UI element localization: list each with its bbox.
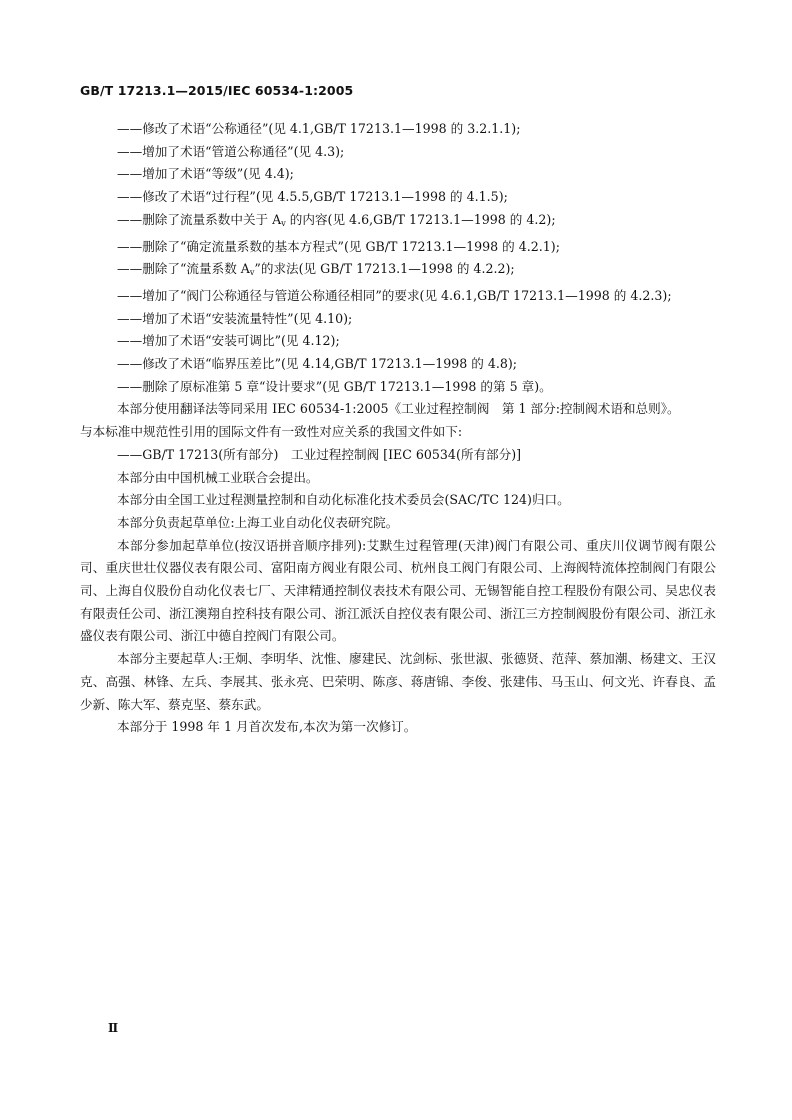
change-item-4: ——修改了术语“过行程”(见 4.5.5,GB/T 17213.1—1998 的 4.1.5); <box>117 189 508 205</box>
change-item-7-post: ”的求法(见 GB/T 17213.1—1998 的 4.2.2); <box>254 261 515 277</box>
main-drafters: 本部分主要起草人:王炯、李明华、沈惟、廖建民、沈剑标、张世淑、张德贤、范萍、蔡加潮、杨建文、王汉克、高强、林锋、左兵、李展其、张永亮、巴荣明、陈彦、蒋唐锦、李俊、张建伟、马玉山、何文光、许春良、孟少新、陈大军、蔡克坚、蔡东武。 <box>80 651 716 712</box>
publication-history: 本部分于 1998 年 1 月首次发布,本次为第一次修订。 <box>117 719 417 735</box>
change-item-10: ——增加了术语“安装可调比”(见 4.12); <box>117 333 340 349</box>
change-item-5-pre: ——删除了流量系数中关于 A <box>117 211 282 227</box>
change-item-1: ——修改了术语“公称通径”(见 4.1,GB/T 17213.1—1998 的 3.2.1.1); <box>117 121 521 136</box>
change-item-7-sub: v <box>249 268 255 278</box>
page-number: Ⅱ <box>108 1021 119 1035</box>
change-item-8: ——增加了“阀门公称通径与管道公称通径相同”的要求(见 4.6.1,GB/T 17213.1—1998 的 4.2.3); <box>117 287 672 303</box>
change-item-5-sub: v <box>281 218 286 228</box>
standard-code-header: GB/T 17213.1—2015/IEC 60534-1:2005 <box>80 83 354 98</box>
change-item-3: ——增加了术语“等级”(见 4.4); <box>117 166 294 182</box>
drafting-organization: 本部分负责起草单位:上海工业自动化仪表研究院。 <box>117 514 399 530</box>
change-item-12: ——删除了原标准第 5 章“设计要求”(见 GB/T 17213.1—1998 的第 5 章)。 <box>117 378 552 394</box>
change-item-5-post: 的内容(见 4.6,GB/T 17213.1—1998 的 4.2); <box>285 211 556 227</box>
change-item-5 <box>80 209 716 236</box>
reference-intro: 与本标准中规范性引用的国际文件有一致性对应关系的我国文件如下: <box>80 424 463 440</box>
change-item-9: ——增加了术语“安装流量特性”(见 4.10); <box>117 310 353 326</box>
change-item-2: ——增加了术语“管道公称通径”(见 4.3); <box>117 143 345 159</box>
proposed-by: 本部分由中国机械工业联合会提出。 <box>117 469 319 485</box>
centralized-by: 本部分由全国工业过程测量控制和自动化标准化技术委员会(SAC/TC 124)归口。 <box>117 492 570 508</box>
participating-organizations: 本部分参加起草单位(按汉语拼音顺序排列):艾默生过程管理(天津)阀门有限公司、重庆川仪调节阀有限公司、重庆世壮仪器仪表有限公司、富阳南方阀业有限公司、杭州良工阀门有限公司、上海阀特流体控制阀门有限公司、上海自仪股份自动化仪表七厂、天津精通控制仪表技术有限公司、无锡智能自控工程股份有限公司、吴忠仪表有限责任公司、浙江澳翔自控科技有限公司、浙江派沃自控仪表有限公司、浙江三方控制阀股份有限公司、浙江永盛仪表有限公司、浙江中德自控阀门有限公司。 <box>80 537 716 644</box>
reference-item: ——GB/T 17213(所有部分) 工业过程控制阀 [IEC 60534(所有部分)] <box>117 446 522 462</box>
change-item-6: ——删除了“确定流量系数的基本方程式”(见 GB/T 17213.1—1998 的 4.2.1); <box>117 238 560 254</box>
adoption-statement: 本部分使用翻译法等同采用 IEC 60534-1:2005《工业过程控制阀 第 1 部分:控制阀术语和总则》。 <box>117 401 680 417</box>
foreword-body <box>80 118 716 739</box>
change-item-7-pre: ——删除了“流量系数 A <box>117 261 250 277</box>
change-item-11: ——修改了术语“临界压差比”(见 4.14,GB/T 17213.1—1998 的 4.8); <box>117 356 518 372</box>
change-item-7 <box>80 258 716 285</box>
